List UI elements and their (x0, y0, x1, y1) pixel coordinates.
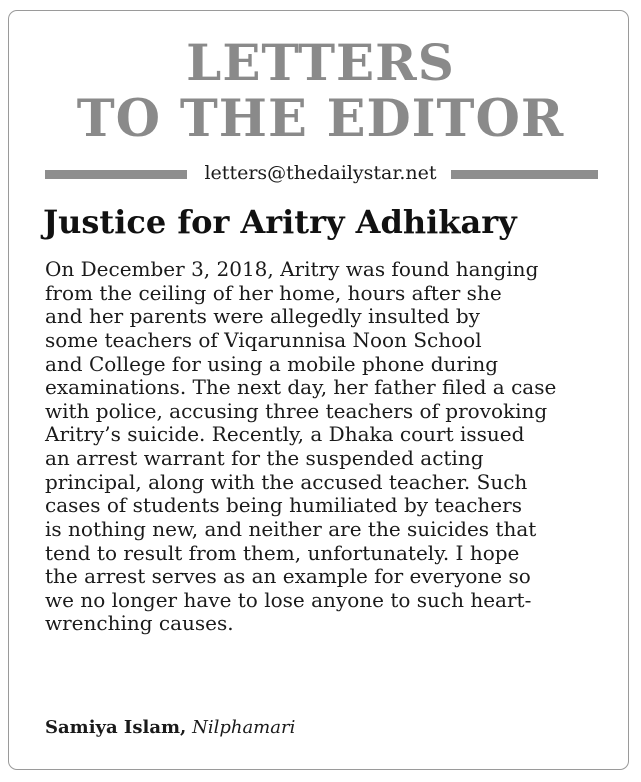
divider-rule-left (45, 170, 187, 179)
divider-rule-right (451, 170, 598, 179)
letter-headline: Justice for Aritry Adhikary (43, 203, 517, 241)
editor-email: letters@thedailystar.net (204, 162, 437, 184)
body-line: wrenching causes. (45, 611, 234, 636)
body-line: from the ceiling of her home, hours after she (45, 280, 502, 305)
signature-separator: , (180, 717, 187, 738)
body-line: On December 3, 2018, Aritry was found hanging (45, 257, 539, 281)
body-line: some teachers of Viqarunnisa Noon School (45, 327, 482, 352)
masthead-title-line1: LETTERS (186, 33, 455, 92)
letter-body (45, 258, 605, 636)
body-line: we no longer have to lose anyone to such heart- (45, 587, 532, 612)
body-line: is nothing new, and neither are the suicides that (45, 516, 537, 541)
body-line: an arrest warrant for the suspended acting (45, 446, 484, 470)
author-name: Samiya Islam (45, 717, 181, 738)
body-line: tend to result from them, unfortunately. I hope (45, 540, 520, 565)
author-location: Nilphamari (192, 717, 296, 738)
body-line: Aritry’s suicide. Recently, a Dhaka court issued (45, 422, 525, 447)
body-line: and her parents were allegedly insulted by (45, 304, 480, 329)
body-line: examinations. The next day, her father filed a case (45, 375, 557, 400)
body-line: with police, accusing three teachers of provoking (45, 398, 548, 423)
masthead-title-line2: TO THE EDITOR (76, 89, 565, 149)
body-line: principal, along with the accused teacher. Such (45, 469, 528, 494)
letter-signature (45, 715, 295, 741)
body-line: and College for using a mobile phone during (45, 351, 499, 376)
body-line: cases of students being humiliated by teachers (45, 493, 522, 518)
body-line: the arrest serves as an example for everyone so (45, 564, 531, 589)
